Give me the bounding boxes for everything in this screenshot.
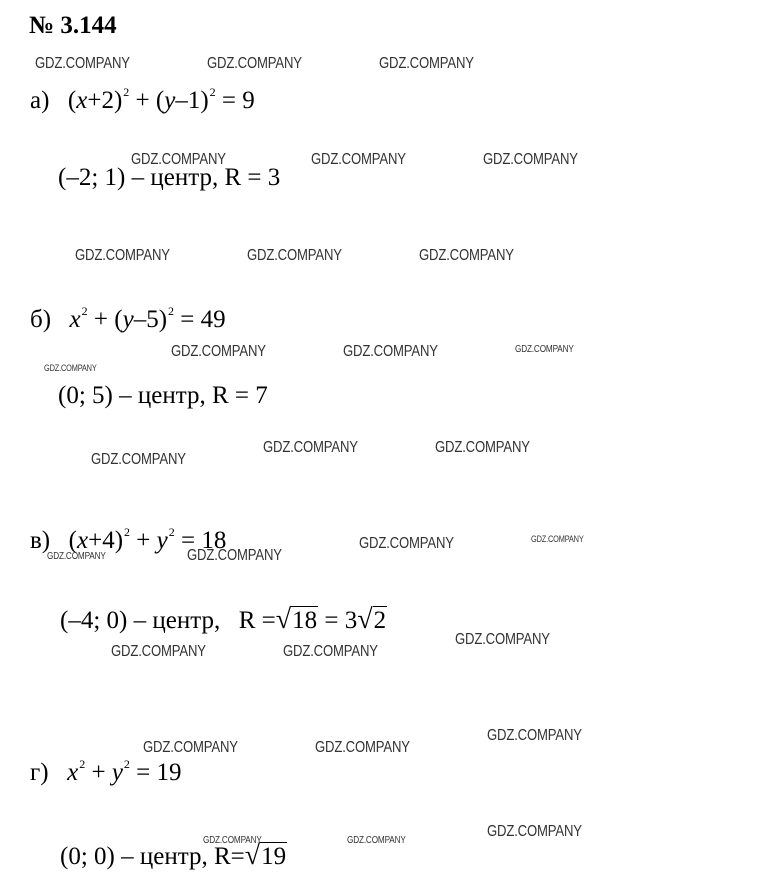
- watermark: GDZ.COMPANY: [487, 823, 582, 840]
- sqrt-19: √19: [244, 840, 287, 871]
- watermark: GDZ.COMPANY: [347, 835, 406, 846]
- watermark: GDZ.COMPANY: [203, 835, 262, 846]
- center-value: (–4; 0): [60, 607, 128, 634]
- item-label: б): [30, 306, 52, 333]
- watermark: GDZ.COMPANY: [131, 151, 226, 168]
- item-label: г): [30, 759, 49, 786]
- watermark: GDZ.COMPANY: [379, 55, 474, 72]
- watermark: GDZ.COMPANY: [455, 631, 550, 648]
- equation-a: а) $(x+2)^2 + (y-1)^2 = 9$: [30, 85, 255, 114]
- answer-a: [58, 165, 280, 190]
- watermark: GDZ.COMPANY: [487, 727, 582, 744]
- watermark: GDZ.COMPANY: [315, 739, 410, 756]
- watermark: GDZ.COMPANY: [311, 151, 406, 168]
- answer-d: [60, 842, 287, 870]
- item-label: в): [30, 527, 51, 554]
- center-word: – центр,: [119, 382, 206, 409]
- watermark: GDZ.COMPANY: [171, 343, 266, 360]
- center-word: – центр,: [133, 607, 221, 634]
- watermark: GDZ.COMPANY: [111, 643, 206, 660]
- equation-d: г) $x^2 + y^2 = 19$: [30, 757, 182, 786]
- sqrt-symbol: √: [244, 840, 261, 871]
- watermark: GDZ.COMPANY: [515, 344, 574, 355]
- watermark: GDZ.COMPANY: [247, 247, 342, 264]
- equation-b: б) $x^2 + (y-5)^2 = 49$: [30, 304, 226, 333]
- radius-prefix: R =: [238, 607, 276, 634]
- answer-c: (–4; 0) – центр, R =√18 = 3√2: [60, 604, 387, 635]
- problem-number: № 3.144: [29, 12, 117, 39]
- radius-value: R = 3: [224, 164, 281, 191]
- answer-b: [58, 383, 268, 408]
- watermark: GDZ.COMPANY: [44, 363, 97, 373]
- radius-value: R = 7: [211, 382, 268, 409]
- sqrt-2: √2: [357, 604, 387, 635]
- watermark: GDZ.COMPANY: [343, 343, 438, 360]
- watermark: GDZ.COMPANY: [419, 247, 514, 264]
- watermark: GDZ.COMPANY: [143, 739, 238, 756]
- watermark: GDZ.COMPANY: [435, 439, 530, 456]
- center-word: – центр,: [121, 843, 208, 870]
- watermark: GDZ.COMPANY: [531, 534, 584, 544]
- watermark: GDZ.COMPANY: [91, 451, 186, 468]
- center-word: – центр,: [131, 164, 219, 191]
- sqrt-symbol: √: [275, 604, 292, 635]
- sqrt-18: √18: [275, 604, 318, 635]
- watermark: GDZ.COMPANY: [483, 151, 578, 168]
- center-value: (–2; 1): [58, 164, 126, 191]
- watermark: GDZ.COMPANY: [207, 55, 302, 72]
- equation-c: в) $(x+4)^2 + y^2 = 18$: [30, 525, 227, 554]
- watermark: GDZ.COMPANY: [187, 547, 282, 564]
- radius-prefix: R=: [213, 843, 245, 870]
- item-label: а): [30, 87, 50, 114]
- sqrt-symbol: √: [357, 604, 373, 635]
- watermark: GDZ.COMPANY: [75, 247, 170, 264]
- watermark: GDZ.COMPANY: [359, 535, 454, 552]
- center-value: (0; 5): [58, 382, 113, 409]
- watermark: GDZ.COMPANY: [35, 55, 130, 72]
- center-value: (0; 0): [60, 843, 115, 870]
- watermark: GDZ.COMPANY: [263, 439, 358, 456]
- watermark: GDZ.COMPANY: [283, 643, 378, 660]
- watermark: GDZ.COMPANY: [47, 551, 106, 562]
